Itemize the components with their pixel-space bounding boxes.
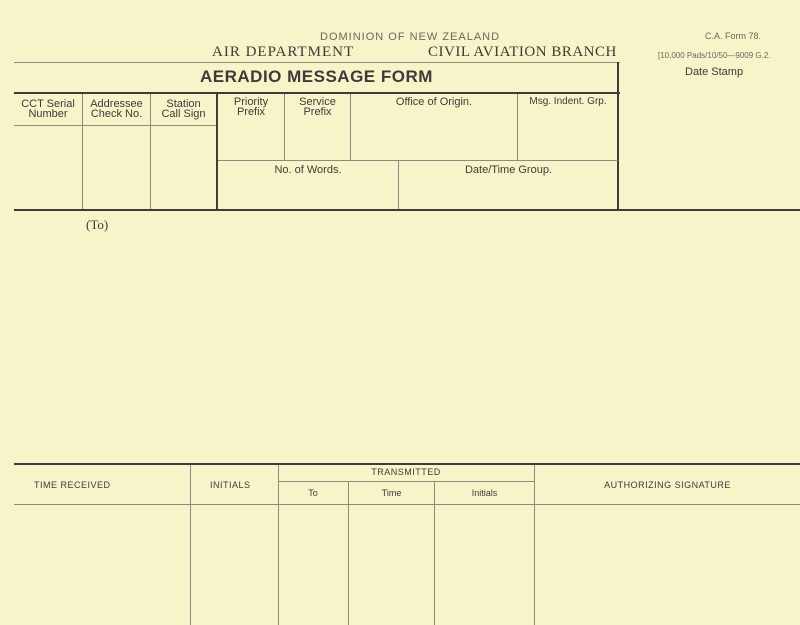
- transmitted-sub-rule: [278, 481, 534, 482]
- to-label: (To): [86, 217, 109, 232]
- date-stamp-label: Date Stamp: [685, 66, 744, 78]
- form-number: C.A. Form 78.: [705, 31, 762, 41]
- transmitted-label: TRANSMITTED: [371, 467, 441, 477]
- mid-row-rule: [218, 160, 618, 161]
- office-of-origin-label: Office of Origin.: [395, 96, 473, 108]
- header-row-rule-left: [14, 125, 216, 126]
- right-vertical-divider: [617, 62, 619, 210]
- bottom-col-divider-4: [434, 481, 435, 625]
- time-received-label: TIME RECEIVED: [34, 480, 111, 490]
- header-rule: [14, 62, 620, 63]
- priority-prefix-label: Priority Prefix: [233, 96, 269, 118]
- transmitted-to-label: To: [308, 488, 318, 498]
- station-call-sign-label: Station Call Sign: [161, 98, 206, 120]
- authorizing-signature-label: AUTHORIZING SIGNATURE: [604, 480, 731, 490]
- branch-label: CIVIL AVIATION BRANCH: [428, 44, 617, 60]
- bottom-header-rule: [14, 504, 800, 505]
- cct-serial-label: CCT Serial Number: [21, 98, 75, 120]
- print-info: [10,000 Pads/10/50—9009 G.2.: [658, 51, 771, 60]
- title-bottom-rule: [14, 92, 620, 94]
- initials-label: INITIALS: [210, 480, 251, 490]
- transmitted-time-label: Time: [381, 488, 402, 498]
- date-time-group-label: Date/Time Group.: [464, 164, 552, 176]
- bottom-col-divider-3: [348, 481, 349, 625]
- bottom-section-top-rule: [14, 463, 800, 465]
- msg-indent-grp-label: Msg. Indent. Grp.: [529, 96, 607, 107]
- top-section-bottom-rule: [14, 209, 800, 211]
- dominion-header: DOMINION OF NEW ZEALAND: [320, 31, 501, 43]
- no-of-words-label: No. of Words.: [274, 164, 342, 176]
- bottom-col-divider-1: [190, 465, 191, 625]
- transmitted-initials-label: Initials: [471, 488, 498, 498]
- addressee-check-label: Addressee Check No.: [90, 98, 143, 120]
- department-label: AIR DEPARTMENT: [212, 44, 355, 60]
- service-prefix-label: Service Prefix: [299, 96, 336, 118]
- form-title: AERADIO MESSAGE FORM: [200, 67, 433, 86]
